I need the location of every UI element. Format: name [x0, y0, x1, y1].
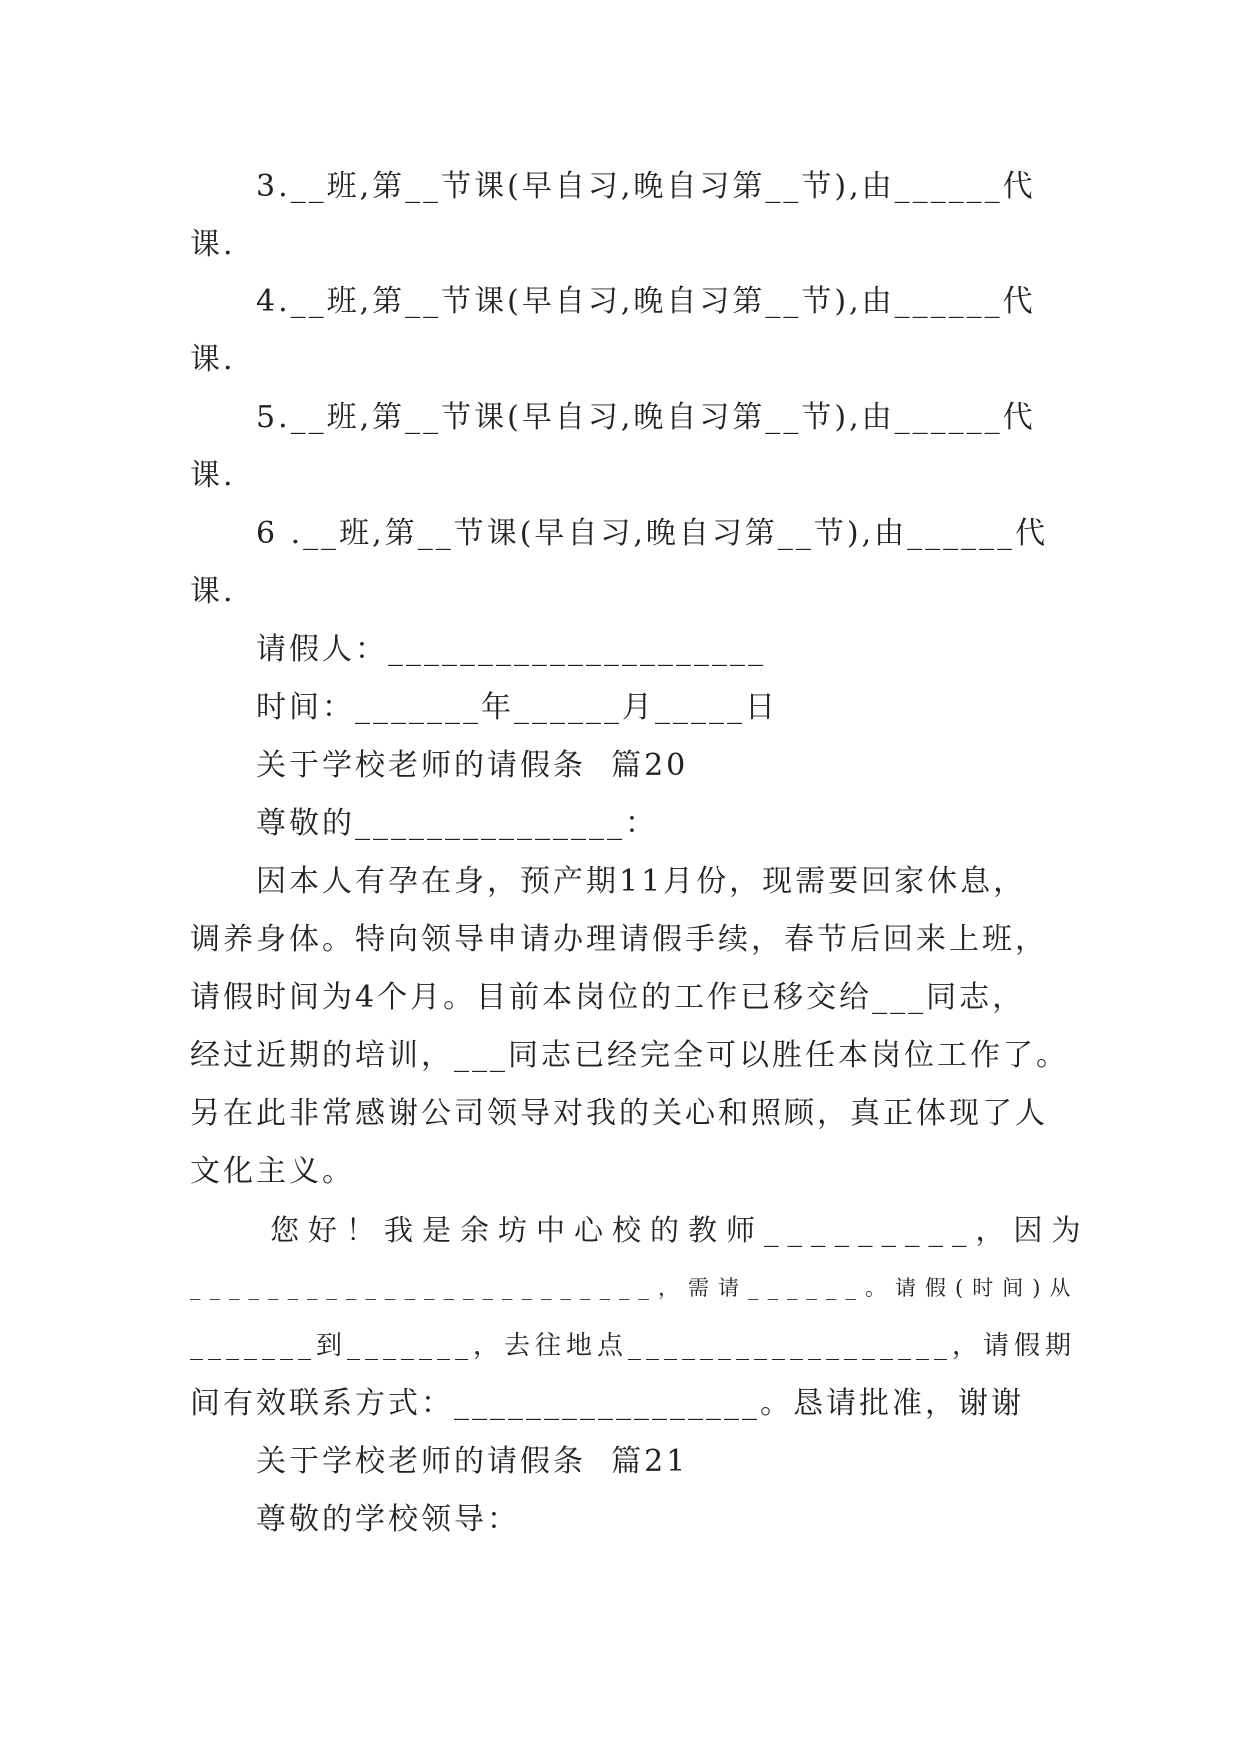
applicant-line: 请假人：_____________________ [256, 632, 766, 667]
date-line: 时间：_______年______月_____日 [256, 690, 778, 725]
substitute-line-3-end: 课. [190, 227, 236, 262]
greeting-line-2: ________________________，需请______。请假(时间)从 [190, 1276, 1080, 1300]
substitute-line-6: 6 .__班,第__节课(早自习,晚自习第__节),由______代 [256, 516, 1049, 551]
substitute-line-5-end: 课. [190, 458, 236, 493]
body-line-2: 调养身体。特向领导申请办理请假手续，春节后回来上班， [190, 922, 1048, 957]
substitute-line-6-end: 课. [190, 574, 236, 609]
salutation-line: 尊敬的_______________： [256, 806, 658, 841]
salutation-line-21: 尊敬的学校领导： [256, 1502, 520, 1537]
substitute-line-4: 4.__班,第__节课(早自习,晚自习第__节),由______代 [256, 284, 1036, 319]
section-heading-20: 关于学校老师的请假条 篇20 [256, 748, 689, 783]
body-line-5: 另在此非常感谢公司领导对我的关心和照顾，真正体现了人 [190, 1096, 1048, 1131]
greeting-line-4: 间有效联系方式：_________________。恳请批准，谢谢 [190, 1386, 1024, 1421]
substitute-line-5: 5.__班,第__节课(早自习,晚自习第__节),由______代 [256, 400, 1036, 435]
section-heading-21: 关于学校老师的请假条 篇21 [256, 1444, 689, 1479]
substitute-line-3: 3.__班,第__节课(早自习,晚自习第__节),由______代 [256, 169, 1036, 204]
body-line-1: 因本人有孕在身，预产期11月份，现需要回家休息， [256, 864, 1027, 899]
body-line-6: 文化主义。 [190, 1154, 355, 1189]
greeting-line-3: _______到_______，去往地点__________________，请假期 [190, 1331, 1077, 1361]
body-line-4: 经过近期的培训，___同志已经完全可以胜任本岗位工作了。 [190, 1038, 1069, 1073]
body-line-3: 请假时间为4个月。目前本岗位的工作已移交给___同志， [190, 980, 1026, 1015]
greeting-line-1: 您好！我是余坊中心校的教师_________，因为 [270, 1213, 1090, 1247]
substitute-line-4-end: 课. [190, 342, 236, 377]
